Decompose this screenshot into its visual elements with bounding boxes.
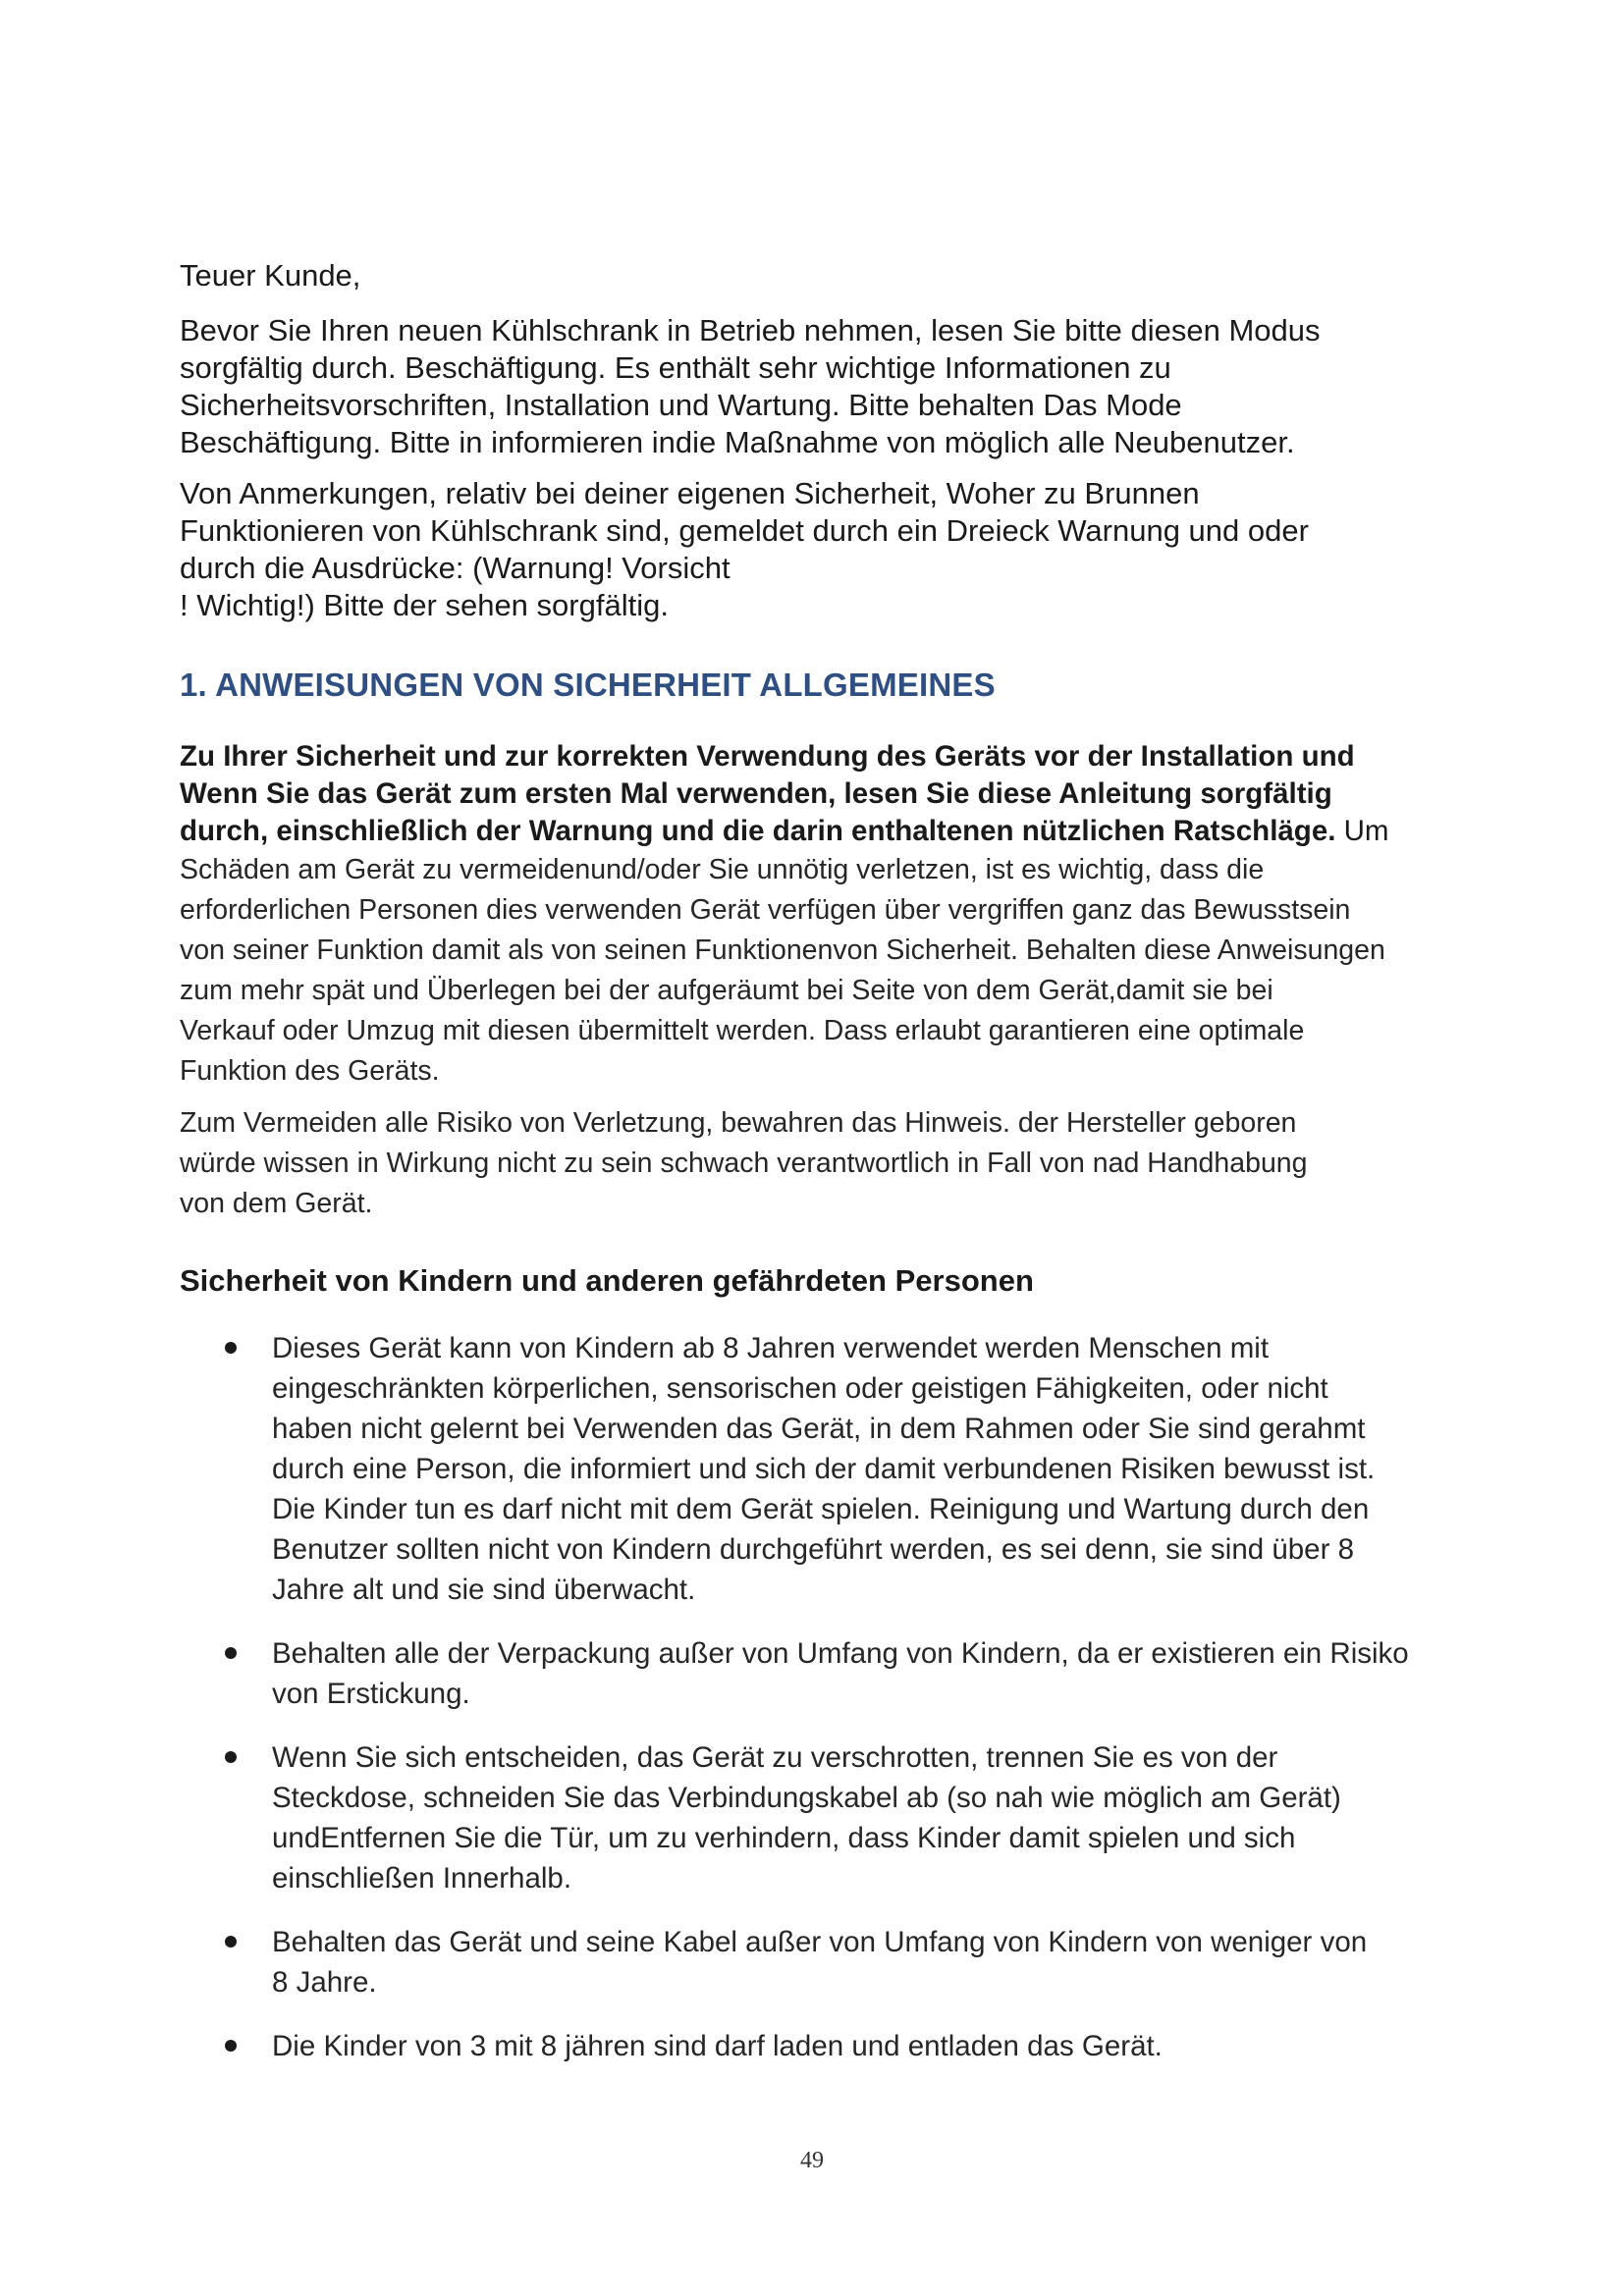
text-line: undEntfernen Sie die Tür, um zu verhindern, dass Kinder damit spielen und sich — [272, 1822, 1296, 1854]
text-line: Funktionieren von Kühlschrank sind, gemeldet durch ein Dreieck Warnung und oder — [180, 513, 1309, 548]
bullet-icon — [225, 2040, 237, 2052]
list-item — [180, 1328, 1446, 1610]
text-line: Von Anmerkungen, relativ bei deiner eigenen Sicherheit, Woher zu Brunnen — [180, 476, 1200, 510]
safety-intro-bold — [180, 738, 1446, 850]
text-line: von seiner Funktion damit als von seinen Funktionenvon Sicherheit. Behalten diese Anweisungen — [180, 934, 1385, 966]
safety-body-paragraph-1 — [180, 850, 1446, 1092]
bold-line: Wenn Sie das Gerät zum ersten Mal verwenden, lesen Sie diese Anleitung sorgfältig — [180, 777, 1332, 810]
text-line: würde wissen in Wirkung nicht zu sein schwach verantwortlich in Fall von nad Handhabung — [180, 1148, 1308, 1179]
text-line: Verkauf oder Umzug mit diesen übermittelt werden. Dass erlaubt garantieren eine optimale — [180, 1015, 1305, 1046]
list-item — [180, 1922, 1446, 2002]
text-line: Steckdose, schneiden Sie das Verbindungskabel ab (so nah wie möglich am Gerät) — [272, 1782, 1341, 1814]
document-page — [180, 257, 1446, 2090]
text-line: einschließen Innerhalb. — [272, 1862, 572, 1895]
section-heading: 1. ANWEISUNGEN VON SICHERHEIT ALLGEMEINES — [180, 667, 996, 703]
text-line: Behalten alle der Verpackung außer von Umfang von Kindern, da er existieren ein Risiko — [272, 1637, 1409, 1670]
text-line: von dem Gerät. — [180, 1188, 373, 1219]
text-line: Die Kinder von 3 mit 8 jähren sind darf laden und entladen das Gerät. — [272, 2030, 1163, 2062]
intro-paragraph-2 — [180, 475, 1446, 624]
text-line: ! Wichtig!) Bitte der sehen sorgfältig. — [180, 588, 669, 622]
text-line: Dieses Gerät kann von Kindern ab 8 Jahren verwendet werden Menschen mit — [272, 1332, 1270, 1364]
text-line: von Erstickung. — [272, 1678, 470, 1710]
text-line: Bevor Sie Ihren neuen Kühlschrank in Betrieb nehmen, lesen Sie bitte diesen Modus — [180, 313, 1321, 347]
bullet-icon — [225, 1342, 237, 1354]
text-line: durch die Ausdrücke: (Warnung! Vorsicht — [180, 551, 731, 585]
text-line: 8 Jahre. — [272, 1966, 377, 1999]
intro-paragraph-1 — [180, 312, 1446, 461]
text-line: Benutzer sollten nicht von Kindern durchgeführt werden, es sei denn, sie sind über 8 — [272, 1533, 1355, 1566]
text-line: erforderlichen Personen dies verwenden Gerät verfügen über vergriffen ganz das Bewusstsein — [180, 894, 1351, 926]
text-line: Jahre alt und sie sind überwacht. — [272, 1574, 696, 1606]
text-line: durch eine Person, die informiert und sich der damit verbundenen Risiken bewusst ist. — [272, 1453, 1376, 1485]
text-line: eingeschränkten körperlichen, sensorischen oder geistigen Fähigkeiten, oder nicht — [272, 1372, 1328, 1405]
text-line: Sicherheitsvorschriften, Installation und Wartung. Bitte behalten Das Mode — [180, 388, 1182, 422]
text-line: Wenn Sie sich entscheiden, das Gerät zu verschrotten, trennen Sie es von der — [272, 1741, 1278, 1774]
continuation-text: Um — [1335, 815, 1389, 847]
children-safety-heading: Sicherheit von Kindern und anderen gefährdeten Personen — [180, 1263, 1034, 1298]
text-line: sorgfältig durch. Beschäftigung. Es enthält sehr wichtige Informationen zu — [180, 350, 1171, 385]
list-item — [180, 1737, 1446, 1898]
list-item — [180, 1633, 1446, 1714]
list-item — [180, 2026, 1446, 2066]
greeting: Teuer Kunde, — [180, 258, 361, 293]
bullet-icon — [225, 1647, 237, 1659]
page-number: 49 — [800, 2148, 824, 2173]
text-line: zum mehr spät und Überlegen bei der aufgeräumt bei Seite von dem Gerät,damit sie bei — [180, 975, 1273, 1006]
text-line: Zum Vermeiden alle Risiko von Verletzung, bewahren das Hinweis. der Hersteller geboren — [180, 1107, 1297, 1139]
bullet-icon — [225, 1936, 237, 1948]
text-line: Die Kinder tun es darf nicht mit dem Gerät spielen. Reinigung und Wartung durch den — [272, 1493, 1370, 1525]
text-line: Beschäftigung. Bitte in informieren indie Maßnahme von möglich alle Neubenutzer. — [180, 425, 1295, 459]
text-line: Funktion des Geräts. — [180, 1055, 440, 1087]
text-line: haben nicht gelernt bei Verwenden das Gerät, in dem Rahmen oder Sie sind gerahmt — [272, 1413, 1366, 1445]
children-safety-list — [180, 1328, 1446, 2066]
bold-line: Zu Ihrer Sicherheit und zur korrekten Verwendung des Geräts vor der Installation und — [180, 740, 1355, 773]
safety-body-paragraph-2 — [180, 1103, 1446, 1224]
bold-line: durch, einschließlich der Warnung und die darin enthaltenen nützlichen Ratschläge. — [180, 815, 1336, 847]
text-line: Schäden am Gerät zu vermeidenund/oder Sie unnötig verletzen, ist es wichtig, dass die — [180, 854, 1265, 885]
bullet-icon — [225, 1751, 237, 1763]
text-line: Behalten das Gerät und seine Kabel außer von Umfang von Kindern von weniger von — [272, 1926, 1368, 1958]
